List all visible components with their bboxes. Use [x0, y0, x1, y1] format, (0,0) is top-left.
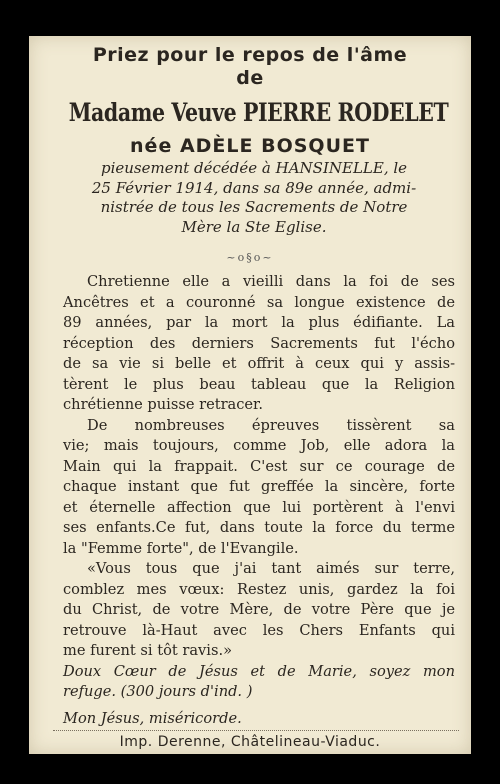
- quote-line: «Vous tous que j'ai tant aimés sur terre,: [87, 560, 455, 577]
- quote-line: me furent si tôt ravis.»: [63, 642, 233, 659]
- body-line: Main qui la frappait. C'est sur ce courage de: [63, 457, 455, 475]
- death-line: nistrée de tous les Sacrements de Notre: [100, 198, 408, 216]
- eulogy-text: [63, 272, 455, 729]
- body-line: De nombreuses épreuves tissèrent sa: [87, 416, 455, 434]
- prayer-heading: [29, 44, 471, 90]
- prayer-line-1: Priez pour le repos de l'âme: [92, 44, 408, 66]
- death-line: pieusement décédée à HANSINELLE, le: [100, 159, 408, 177]
- death-line: Mère la Ste Eglise.: [181, 217, 327, 236]
- body-line: et éternelle affection que lui portèrent à l'envi: [63, 498, 455, 516]
- invocation-line: Mon Jésus, miséricorde.: [63, 709, 242, 727]
- death-line: 25 Février 1914, dans sa 89e année, admi-: [91, 178, 417, 197]
- prayer-line-2: de: [236, 67, 264, 89]
- memorial-card: [29, 36, 471, 754]
- body-line: Ancêtres et a couronné sa longue existence de: [63, 293, 455, 311]
- body-line: 89 années, par la mort la plus édifiante. La: [63, 314, 455, 331]
- ornament-divider: ~o§o~: [226, 251, 274, 264]
- body-line: la "Femme forte", de l'Evangile.: [63, 539, 299, 557]
- printer-credit: Imp. Derenne, Châtelineau-Viaduc.: [119, 734, 381, 750]
- body-line: réception des derniers Sacrements fut l'écho: [63, 334, 455, 352]
- quote-line: retrouve là-Haut avec les Chers Enfants qui: [63, 621, 455, 639]
- body-line: Chretienne elle a vieilli dans la foi de ses: [87, 273, 455, 290]
- invocation-line: Doux Cœur de Jésus et de Marie, soyez mon: [63, 662, 455, 680]
- indulgence-line: refuge. (300 jours d'ind. ): [63, 683, 253, 700]
- deceased-name: Madame Veuve PIERRE RODELET: [68, 98, 449, 127]
- quote-line: du Christ, de votre Mère, de votre Père que je: [63, 601, 455, 618]
- death-notice: [53, 159, 455, 237]
- body-line: tèrent le plus beau tableau que la Religion: [63, 375, 455, 393]
- body-line: chrétienne puisse retracer.: [63, 396, 264, 413]
- body-line: ses enfants.Ce fut, dans toute la force du terme: [63, 519, 455, 536]
- maiden-name: née ADÈLE BOSQUET: [130, 135, 370, 157]
- divider: [53, 730, 459, 731]
- quote-line: comblez mes vœux: Restez unis, gardez la foi: [63, 580, 455, 598]
- body-line: vie; mais toujours, comme Job, elle adora la: [63, 437, 455, 454]
- body-line: chaque instant que fut greffée la sincère, forte: [63, 478, 455, 495]
- body-line: de sa vie si belle et offrit à ceux qui y assis-: [63, 355, 455, 372]
